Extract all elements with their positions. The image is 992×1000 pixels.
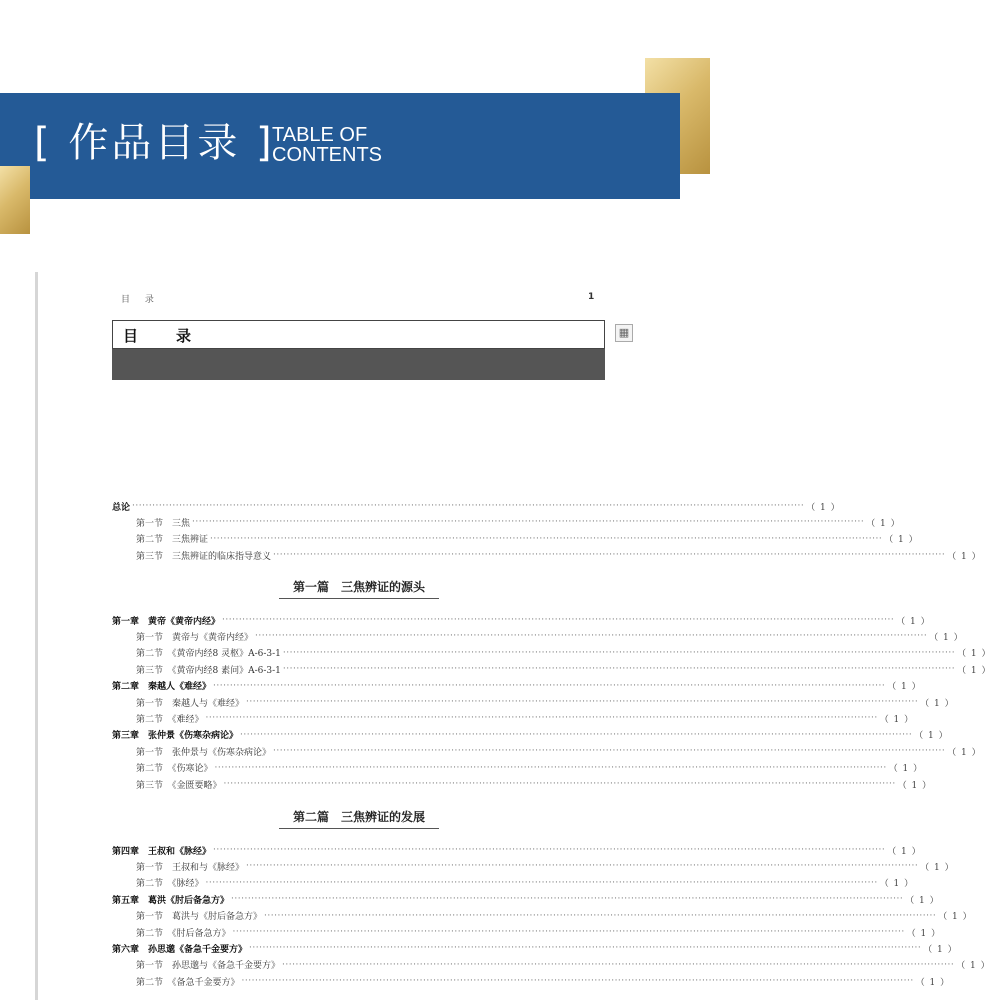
running-header-title: 目 录 [121, 295, 154, 305]
toc-chapter-entry[interactable] [112, 612, 931, 628]
contents-heading: 目录 [123, 327, 230, 345]
toc-entry-title: 第二节 《肘后备急方》 [136, 928, 231, 939]
running-header-page-number: 1 [588, 292, 595, 302]
toc-entry-page: （ 1 ） [897, 780, 933, 791]
dot-leader: ········································································································································································································ [282, 647, 956, 658]
toc-entry-title: 第二章 秦越人《难经》 [112, 682, 212, 693]
toc-entry-title: 第一节 葛洪与《肘后备急方》 [136, 912, 263, 923]
dot-leader: ········································································································································································································ [192, 517, 865, 528]
toc-entry-page: （ 1 ） [947, 747, 982, 758]
toc-entry-title: 第三节 《金匮要略》 [136, 780, 222, 791]
dot-leader: ········································································································································································································ [255, 631, 928, 642]
toc-section-entry[interactable] [136, 875, 915, 891]
toc-entry-title: 第六章 孙思邈《备急千金要方》 [112, 944, 248, 955]
toc-entry-title: 第二节 《难经》 [136, 714, 204, 725]
toc-entry-title: 第一节 孙思邈与《备急千金要方》 [136, 961, 281, 972]
dot-leader: ········································································································································································································ [264, 910, 937, 921]
toc-entry-page: （ 1 ） [879, 879, 915, 890]
dot-leader: ········································································································································································································ [223, 779, 896, 789]
dot-leader: ········································································································································································································ [231, 894, 904, 905]
toc-section-entry[interactable] [136, 547, 982, 563]
toc-section-entry[interactable] [136, 645, 992, 661]
dot-leader: ········································································································································································································ [249, 943, 922, 954]
toc-entry-page: （ 1 ） [915, 977, 951, 988]
dot-leader: ········································································································································································································ [246, 697, 919, 707]
toc-chapter-entry[interactable] [112, 678, 922, 694]
toc-chapter-entry[interactable] [112, 498, 841, 514]
toc-entry-title: 第三章 张仲景《伤寒杂病论》 [112, 731, 239, 742]
toc-section-entry[interactable] [136, 710, 915, 726]
toc-entry-page: （ 1 ） [920, 698, 955, 709]
toc-section-entry[interactable] [136, 531, 919, 547]
dot-leader: ········································································································································································································ [241, 976, 914, 987]
toc-entry-title: 总论 [112, 502, 131, 513]
toc-entry-page: （ 1 ） [947, 551, 982, 562]
toc-entry-title: 第二节 《伤寒论》 [136, 764, 213, 775]
toc-entry-title: 第一节 秦越人与《难经》 [136, 698, 245, 709]
banner-title: [ 作品目录 ] [34, 120, 275, 166]
toc-section-entry[interactable] [136, 957, 991, 973]
toc-entry-title: 第一节 张仲景与《伤寒杂病论》 [136, 747, 272, 758]
toc-entry-page: （ 1 ） [879, 714, 915, 725]
toc-entry-page: （ 1 ） [914, 731, 949, 742]
toc-entry-page: （ 1 ） [806, 502, 841, 513]
dot-leader: ········································································································································································································ [214, 762, 887, 773]
toc-section-entry[interactable] [136, 514, 901, 530]
toc-section-entry[interactable] [136, 743, 982, 759]
toc-entry-page: （ 1 ） [884, 535, 919, 546]
toc-section-entry[interactable] [136, 628, 964, 644]
dot-leader: ········································································································································································································ [240, 729, 913, 740]
dot-leader: ········································································································································································································ [246, 861, 919, 872]
toc-entry-page: （ 1 ） [957, 649, 992, 660]
dot-leader: ········································································································································································································ [273, 550, 946, 561]
toc-section-entry[interactable] [136, 776, 933, 792]
dot-leader: ········································································································································································································ [282, 664, 956, 675]
banner-subtitle [272, 125, 382, 165]
part-two-title: 第二篇 三焦辨证的发展 [279, 808, 439, 829]
dot-leader: ········································································································································································································ [282, 959, 955, 970]
toc-entry-page: （ 1 ） [905, 895, 940, 906]
toc-section-entry[interactable] [136, 661, 992, 677]
toc-entry-title: 第一节 黄帝与《黄帝内经》 [136, 632, 254, 643]
frame-icon[interactable]: ▦ [615, 324, 633, 342]
toc-section-entry[interactable] [136, 908, 973, 924]
toc-entry-page: （ 1 ） [957, 665, 992, 676]
dot-leader: ········································································································································································································ [273, 746, 946, 757]
toc-chapter-entry[interactable] [112, 842, 922, 858]
toc-chapter-entry[interactable] [112, 891, 940, 907]
dot-leader: ········································································································································································································ [132, 501, 805, 511]
toc-section-entry[interactable] [136, 858, 955, 874]
toc-entry-title: 第四章 王叔和《脉经》 [112, 846, 212, 857]
toc-chapter-entry[interactable] [112, 727, 949, 743]
page-left-edge [35, 272, 38, 1000]
gold-accent-bottom-left [0, 166, 30, 234]
toc-entry-page: （ 1 ） [896, 616, 931, 627]
toc-entry-page: （ 1 ） [938, 912, 973, 923]
dot-leader: ········································································································································································································ [232, 927, 905, 937]
toc-entry-page: （ 1 ） [923, 944, 958, 955]
dot-leader: ········································································································································································································ [213, 680, 886, 691]
toc-entry-title: 第二节 《脉经》 [136, 879, 204, 890]
heading-shade-bar [112, 349, 605, 380]
dot-leader: ········································································································································································································ [205, 877, 878, 888]
dot-leader: ········································································································································································································ [222, 615, 895, 625]
dot-leader: ········································································································································································································ [210, 533, 883, 544]
dot-leader: ········································································································································································································ [213, 845, 886, 855]
toc-entry-page: （ 1 ） [920, 862, 955, 873]
toc-entry-title: 第二节 《备急千金要方》 [136, 977, 240, 988]
toc-entry-page: （ 1 ） [888, 764, 924, 775]
part-one-title: 第一篇 三焦辨证的源头 [279, 578, 439, 599]
toc-entry-title: 第二节 三焦辨证 [136, 535, 209, 546]
toc-entry-page: （ 1 ） [887, 682, 922, 693]
toc-entry-title: 第二节 《黄帝内经8 灵枢》A-6-3-1 [136, 649, 281, 660]
toc-entry-page: （ 1 ） [866, 518, 901, 529]
toc-entry-title: 第一节 三焦 [136, 518, 191, 529]
toc-entry-title: 第三节 三焦辨证的临床指导意义 [136, 551, 272, 562]
toc-chapter-entry[interactable] [112, 940, 958, 956]
toc-entry-page: （ 1 ） [906, 928, 942, 939]
toc-entry-title: 第三节 《黄帝内经8 素问》A-6-3-1 [136, 665, 281, 676]
toc-entry-page: （ 1 ） [929, 632, 964, 643]
toc-entry-title: 第五章 葛洪《肘后备急方》 [112, 895, 230, 906]
toc-section-entry[interactable] [136, 694, 955, 710]
toc-section-entry[interactable] [136, 924, 942, 940]
dot-leader: ········································································································································································································ [205, 713, 878, 724]
toc-section-entry[interactable] [136, 973, 951, 989]
toc-entry-title: 第一章 黄帝《黄帝内经》 [112, 616, 221, 627]
banner-subtitle-line2: CONTENTS [272, 144, 382, 166]
toc-section-entry[interactable] [136, 760, 924, 776]
contents-heading-box [112, 320, 605, 349]
banner-subtitle-line1: TABLE OF [272, 124, 368, 146]
toc-entry-title: 第一节 王叔和与《脉经》 [136, 862, 245, 873]
toc-entry-page: （ 1 ） [887, 846, 922, 857]
toc-entry-page: （ 1 ） [956, 961, 991, 972]
